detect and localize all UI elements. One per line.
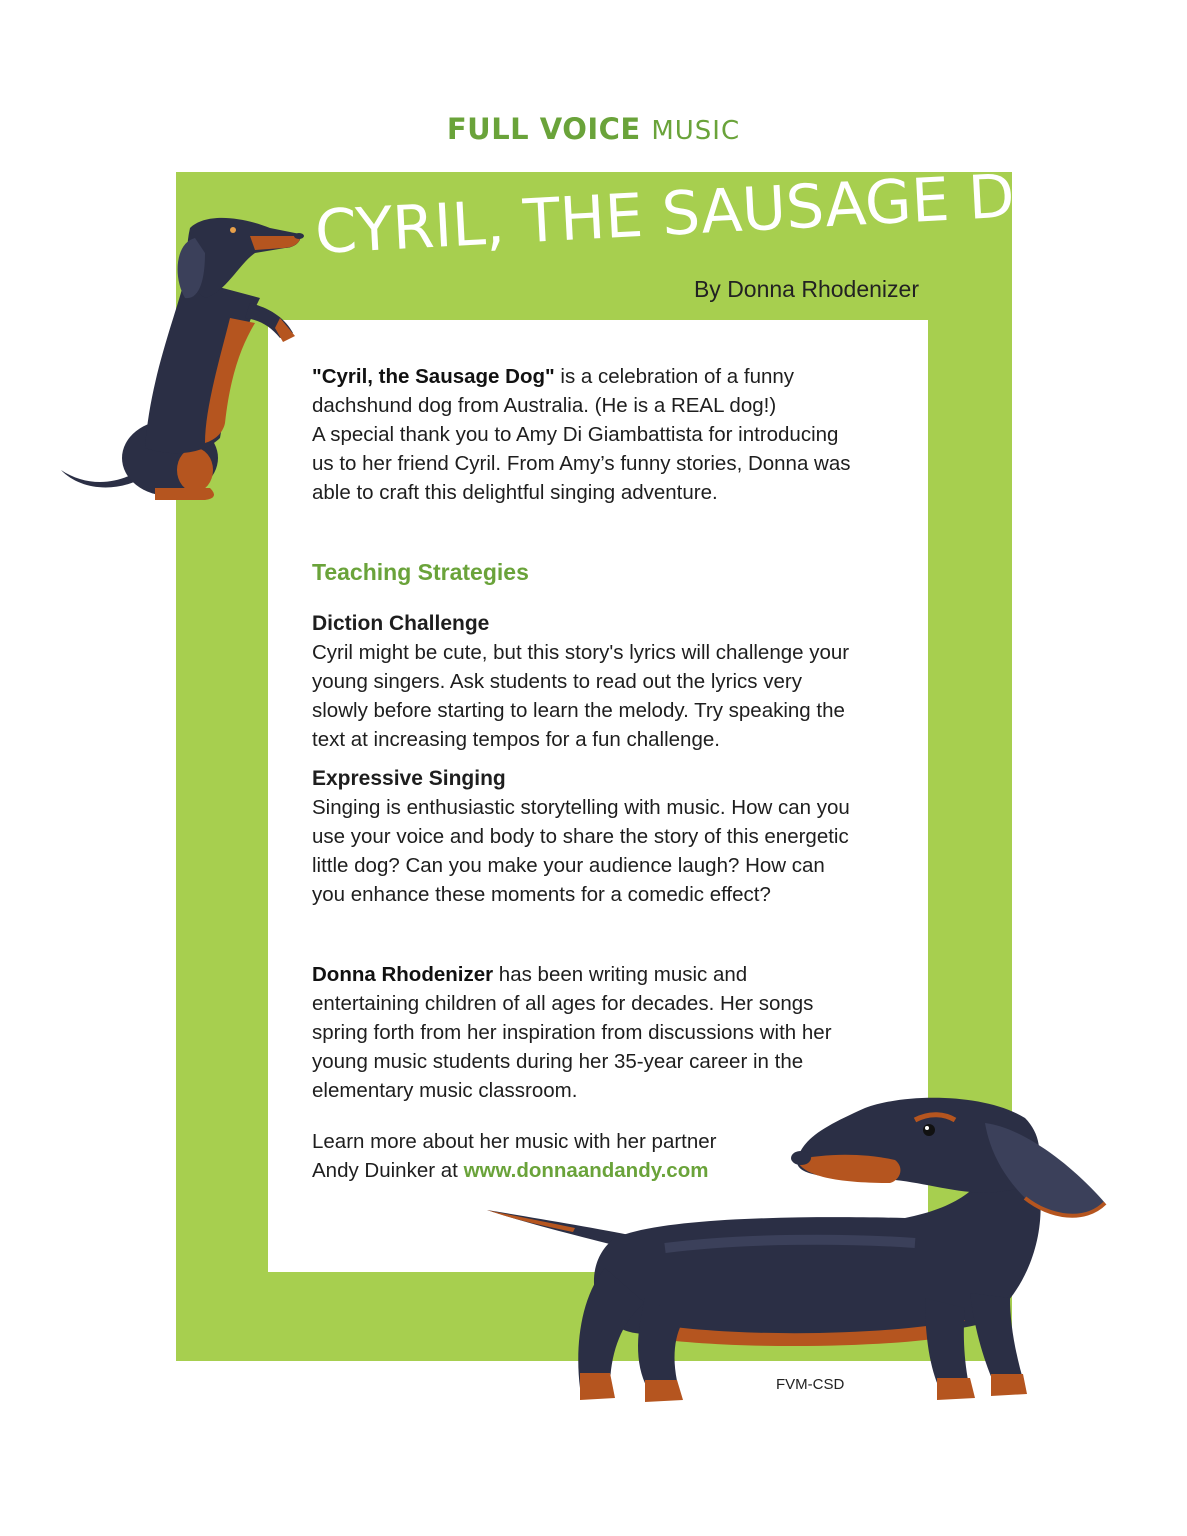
expressive-heading: Expressive Singing <box>312 767 506 790</box>
diction-line: text at increasing tempos for a fun challenge. <box>312 728 720 751</box>
standing-dachshund-illustration <box>485 1098 1115 1428</box>
expressive-line: you enhance these moments for a comedic effect? <box>312 883 771 906</box>
byline: By Donna Rhodenizer <box>693 276 919 302</box>
intro-line-4: us to her friend Cyril. From Amy’s funny stories, Donna was <box>312 452 851 475</box>
brand-logo <box>0 112 1187 146</box>
sitting-dachshund-illustration <box>55 208 315 508</box>
diction-line: Cyril might be cute, but this story's lyrics will challenge your <box>312 641 850 664</box>
intro-line-1: "Cyril, the Sausage Dog" is a celebration of a funny <box>312 365 795 388</box>
bio-line: elementary music classroom. <box>312 1079 578 1102</box>
diction-line: slowly before starting to learn the melody. Try speaking the <box>312 699 845 722</box>
brand-bold: FULL VOICE <box>446 112 641 146</box>
bio-name: Donna Rhodenizer <box>312 963 494 986</box>
bio-line: entertaining children of all ages for decades. Her songs <box>312 992 814 1015</box>
main-content <box>312 362 902 1185</box>
section-heading: Teaching Strategies <box>312 559 529 585</box>
intro-song-title: "Cyril, the Sausage Dog" <box>312 365 555 388</box>
learn-line-1: Learn more about her music with her partner <box>312 1130 717 1153</box>
intro-line-3: A special thank you to Amy Di Giambattista for introducing <box>312 423 839 446</box>
expressive-line: Singing is enthusiastic storytelling with music. How can you <box>312 796 850 819</box>
bio-line: spring forth from her inspiration from discussions with her <box>312 1021 832 1044</box>
diction-heading: Diction Challenge <box>312 612 490 635</box>
expressive-line: little dog? Can you make your audience laugh? How can <box>312 854 825 877</box>
learn-line-2: Andy Duinker at www.donnaandandy.com <box>312 1159 709 1182</box>
diction-line: young singers. Ask students to read out the lyrics very <box>312 670 802 693</box>
intro-line-2: dachshund dog from Australia. (He is a REAL dog!) <box>312 394 777 417</box>
bio-line-1: Donna Rhodenizer has been writing music and <box>312 963 748 986</box>
intro-line-5: able to craft this delightful singing adventure. <box>312 481 718 504</box>
bio-line: young music students during her 35-year career in the <box>312 1050 804 1073</box>
website-link[interactable]: www.donnaandandy.com <box>463 1159 709 1182</box>
page-title: CYRIL, THE SAUSAGE DOG <box>313 156 1110 268</box>
product-code: FVM-CSD <box>776 1376 845 1393</box>
brand-light: MUSIC <box>651 116 741 146</box>
expressive-line: use your voice and body to share the story of this energetic <box>312 825 849 848</box>
